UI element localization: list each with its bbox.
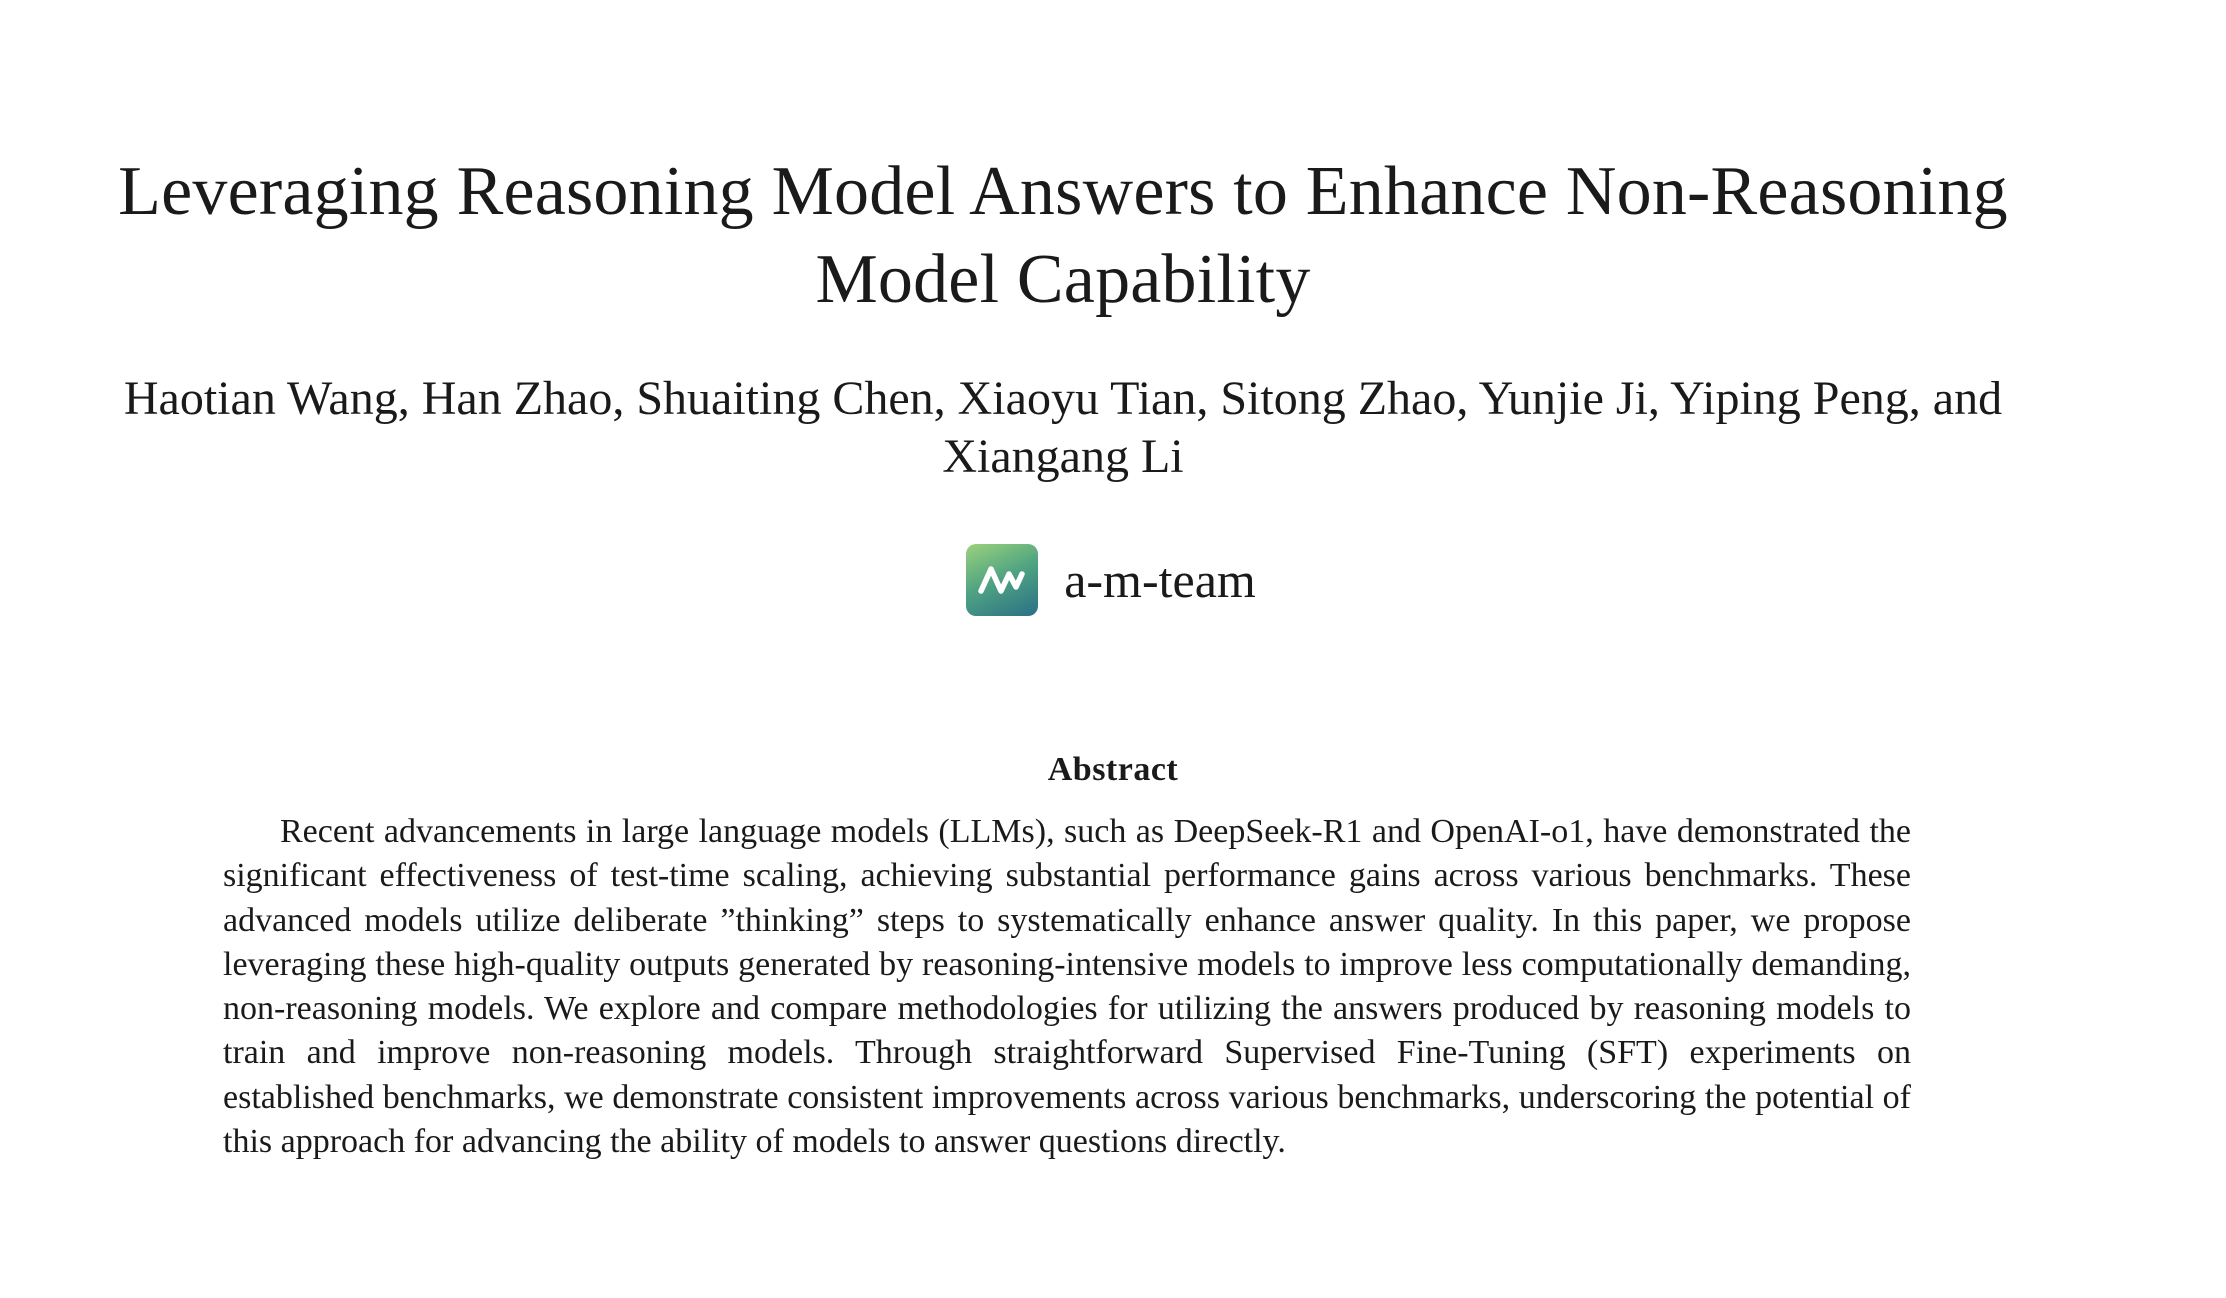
- abstract-text: Recent advancements in large language models (LLMs), such as DeepSeek-R1 and OpenAI-o1, have demonstrated the significant effectiveness of test-time scaling, achieving substantial performance gains across various benchmarks. These advanced models utilize deliberate ”thinking” steps to systematically enhance answer quality. In this paper, we propose leveraging these high-quality outputs generated by reasoning-intensive models to improve less computationally demanding, non-reasoning models. We explore and compare methodologies for utilizing the answers produced by reasoning models to train and improve non-reasoning models. Through straightforward Supervised Fine-Tuning (SFT) experiments on established benchmarks, we demonstrate consistent improvements across various benchmarks, underscoring the potential of this approach for advancing the ability of models to answer questions directly.: [223, 813, 1911, 1161]
- affiliation: [0, 544, 2226, 616]
- a-m-team-logo-icon: [966, 544, 1038, 616]
- affiliation-name: a-m-team: [1064, 552, 1256, 608]
- author-list: Haotian Wang, Han Zhao, Shuaiting Chen, Xiaoyu Tian, Sitong Zhao, Yunjie Ji, Yiping Peng, and Xiangang Li: [123, 372, 2003, 483]
- abstract-heading: Abstract: [1047, 751, 1179, 788]
- paper-title: Leveraging Reasoning Model Answers to Enhance Non-Reasoning Model Capability: [118, 153, 2008, 318]
